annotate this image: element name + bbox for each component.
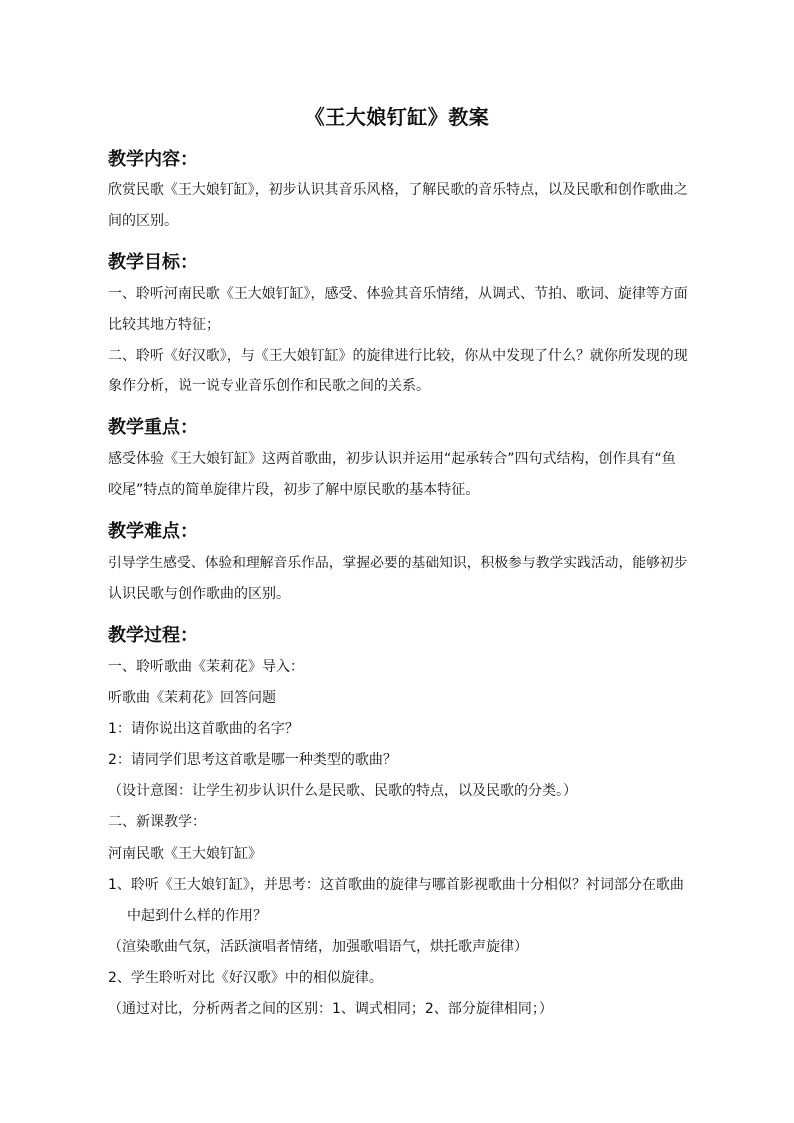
paragraph-line: 二、新课教学： (108, 814, 206, 830)
paragraph-line: 引导学生感受、体验和理解音乐作品，掌握必要的基础知识，积极参与教学实践活动，能够初步 (108, 555, 688, 571)
paragraph-line: 间的区别。 (108, 213, 178, 229)
section-heading-goals: 教学目标： (108, 252, 198, 273)
section-heading-difficulty: 教学难点： (108, 521, 198, 542)
paragraph-line: 一、聆听河南民歌《王大娘钉缸》，感受、体验其音乐情绪，从调式、节拍、歌词、旋律等方面 (108, 286, 688, 302)
paragraph-line: 1：请你说出这首歌曲的名字？ (108, 721, 299, 737)
paragraph-line: 2、学生聆听对比《好汉歌》中的相似旋律。 (108, 970, 383, 986)
paragraph-line: 2：请同学们思考这首歌是哪一种类型的歌曲？ (108, 752, 397, 768)
paragraph-line: 咬尾”特点的简单旋律片段，初步了解中原民歌的基本特征。 (108, 482, 480, 498)
section-heading-content: 教学内容： (108, 149, 198, 170)
section-heading-key: 教学重点： (108, 417, 198, 438)
paragraph-line: （设计意图：让学生初步认识什么是民歌、民歌的特点，以及民歌的分类。） (108, 783, 577, 799)
paragraph-line: 认识民歌与创作歌曲的区别。 (108, 586, 290, 602)
paragraph-line: 比较其地方特征； (108, 317, 220, 333)
paragraph-line: 欣赏民歌《王大娘钉缸》，初步认识其音乐风格，了解民歌的音乐特点，以及民歌和创作歌曲之 (108, 182, 688, 198)
paragraph-line: 象作分析，说一说专业音乐创作和民歌之间的关系。 (108, 378, 430, 394)
paragraph-line: （渲染歌曲气氛，活跃演唱者情绪，加强歌唱语气，烘托歌声旋律） (108, 939, 528, 955)
paragraph-line: 一、聆听歌曲《茉莉花》导入： (108, 659, 304, 675)
paragraph-line: 听歌曲《茉莉花》回答问题 (108, 690, 276, 706)
paragraph-line: 中起到什么样的作用？ (127, 908, 267, 924)
paragraph-line: （通过对比，分析两者之间的区别：1、调式相同；2、部分旋律相同；） (108, 1001, 553, 1017)
section-heading-process: 教学过程： (108, 625, 198, 646)
paragraph-line: 河南民歌《王大娘钉缸》 (108, 846, 262, 862)
document-title: 《王大娘钉缸》教案 (304, 105, 490, 129)
paragraph-line: 感受体验《王大娘钉缸》这两首歌曲，初步认识并运用“起承转合”四句式结构，创作具有“鱼 (108, 451, 676, 467)
paragraph-line: 1、聆听《王大娘钉缸》，并思考：这首歌曲的旋律与哪首影视歌曲十分相似？衬词部分在歌曲 (108, 877, 684, 893)
paragraph-line: 二、聆听《好汉歌》，与《王大娘钉缸》的旋律进行比较，你从中发现了什么？就你所发现的现 (108, 348, 688, 364)
